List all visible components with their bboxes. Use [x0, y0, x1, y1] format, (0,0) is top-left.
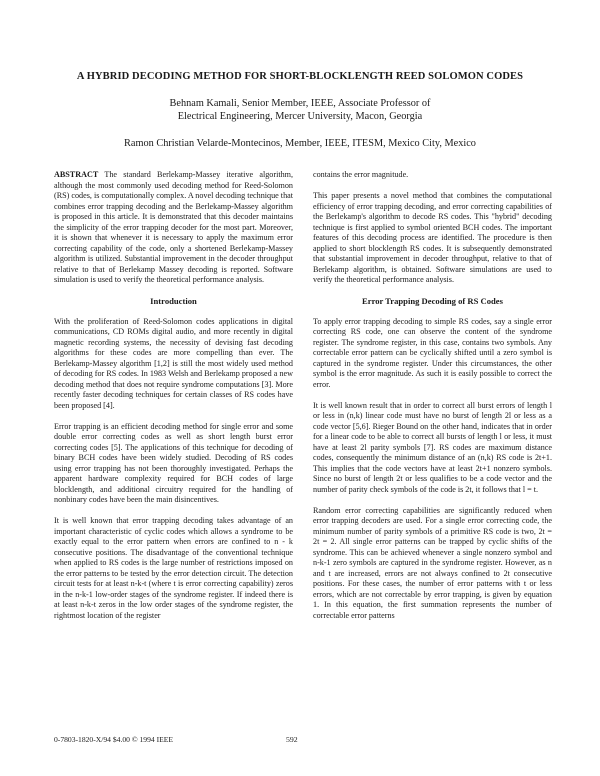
error-trapping-paragraph-3: Random error correcting capabilities are significantly reduced when error trapping decoders are used. For a single error correcting code, the minimum number of parity symbols of a primitive RS code is two, 2t = 2t = 2. All single error patterns can be trapped by cyclic shifts of the syndrome. This can be achieved whenever a single nonzero symbol and n-k-1 zero symbols are captured in the syndrome register. However, as n and t are increased, errors are not always confined to 2t consecutive positions. For these cases, the number of error patterns with t or less errors, which are not correctable by error trapping, is given by equation 1. In this equation, the first summation represents the number of correctable error patterns: [313, 505, 552, 620]
paper-title: A HYBRID DECODING METHOD FOR SHORT-BLOCKLENGTH REED SOLOMON CODES: [76, 71, 524, 82]
author-1-line-1: Behnam Kamali, Senior Member, IEEE, Associate Professor of: [169, 98, 431, 109]
abstract-paragraph: [54, 170, 293, 286]
error-trapping-paragraph-2: It is well known result that in order to correct all burst errors of length l or less in (n,k) linear code must have no burst of length 2l or less as a code vector [5,6]. Rieger Bound on the other hand, indicates that in order for a linear code to be able to correct all bursts of length l or less, it must have at least 2l parity symbols [7]. RS codes are maximum distance codes, consequently the minimum distance of an (n,k) RS code is 2t+1. This implies that the code vectors have at least 2t+1 nonzero symbols. Since no burst of length 2t or less qualifies to be a code vector and the number of parity check symbols of the code is 2t, it follows that l = t.: [313, 400, 552, 494]
author-1-line-2: Electrical Engineering, Mercer University, Macon, Georgia: [177, 110, 423, 122]
right-column: [313, 170, 552, 632]
intro-paragraph-1: With the proliferation of Reed-Solomon codes applications in digital communications, CD ROMs digital audio, and more recently in digital magnetic recording systems, the necessity of devising fast decoding algorithms for these codes are more compelling than ever. The Berlekamp-Massey algorithm [1,2] is still the most widely used method of decoding for RS codes. In 1983 Welsh and Berlekamp proposed a new decoding method that does not require syndrome computations [3]. More recently faster decoding techniques for certain classes of RS codes have been proposed [4].: [54, 316, 293, 410]
continuation-paragraph: contains the error magnitude.: [313, 170, 409, 179]
author-1-affiliation: [40, 98, 560, 123]
copyright-notice: 0-7803-1820-X/94 $4.00 © 1994 IEEE: [54, 735, 174, 744]
abstract-label: ABSTRACT: [54, 170, 99, 179]
error-trapping-paragraph-1: To apply error trapping decoding to simple RS codes, say a single error correcting RS code, one can observe the content of the syndrome register. The syndrome register, in this case, contains two symbols. Any correctable error pattern can be cyclically shifted until a zero symbol is captured in the syndrome register. Under this circumstances, the other symbol is the error magnitude. As such it is easily possible to correct the error.: [313, 316, 552, 389]
page-number: 592: [286, 735, 298, 744]
introduction-heading: Introduction: [150, 296, 197, 306]
author-2-affiliation: Ramon Christian Velarde-Montecinos, Member, IEEE, ITESM, Mexico City, Mexico: [124, 138, 476, 149]
intro-paragraph-3: It is well known that error trapping decoding takes advantage of an important characteristic of cyclic codes which allows a syndrome to be exactly equal to the error pattern when errors are confined to n - k consecutive positions. The disadvantage of the conventional technique when applied to RS codes is the large number of restrictions imposed on the error patterns to be tested by the error detection circuit. The detection circuit tests for at least n-k-t (where t is error correcting capability) zeros in the n-k-1 low-order stages of the syndrome register. If indeed there is at least n-k-t zeros in the low order stages of the syndrome register, the rightmost location of the register: [54, 516, 293, 620]
left-column: [54, 170, 293, 632]
overview-paragraph: This paper presents a novel method that combines the computational efficiency of error trapping decoding, and error correcting capabilities of the Berlekamp's algorithm to decode RS codes. This "hybrid" decoding technique is first applied to symbol oriented BCH codes. The important features of this decoding process are identified. The procedure is then applied to short blocklength RS codes. It is subsequently demonstrated that substantial improvement in decoder throughput, relative to that of Berlekamp algorithm, is obtained. Software simulations are used to verify the theoretical performance analysis.: [313, 191, 552, 284]
intro-paragraph-2: Error trapping is an efficient decoding method for single error and some double error correcting codes as well as short length burst error correcting codes [5]. The applications of this technique for decoding of binary BCH codes have been widely studied. Decoding of RS codes using error trapping has not been thoroughly investigated. Perhaps the apparent hardware complexity required for BCH codes of large blocklength, and additional circuitry required for the handling of nonbinary codes have been the main disincentives.: [54, 421, 293, 504]
error-trapping-heading: Error Trapping Decoding of RS Codes: [362, 296, 503, 306]
abstract-text: The standard Berlekamp-Massey iterative algorithm, although the most commonly used decoding method for Reed-Solomon (RS) codes, is computationally complex. A novel decoding technique that combines error trapping decoding and the Berlekamp-Massey algorithm is proposed in this article. It is demonstrated that this decoder maintains the simplicity of the error trapping decoder for the most part. Moreover, it is shown that whenever it is necessary to apply the maximum error correcting capability of the code, only a shortened Berlekamp-Massey algorithm is utilized. Substantial improvement in the decoder throughput relative to that of Berlekamp Massey decoding is reported. Software simulation is used to verify the theoretical performance analysis.: [54, 170, 293, 284]
